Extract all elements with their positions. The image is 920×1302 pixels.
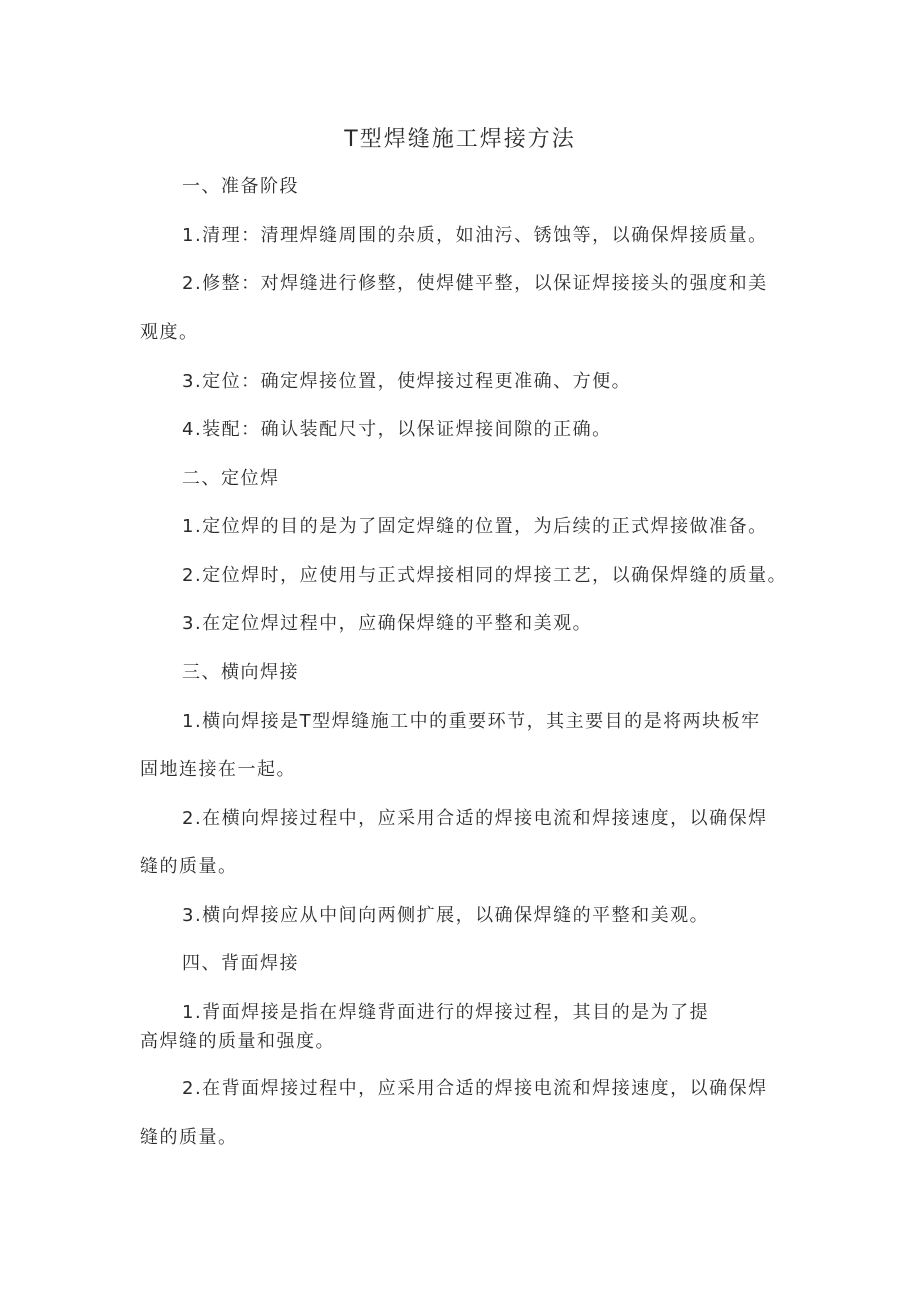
paragraph-back-current-continued: 缝的质量。 — [140, 1127, 238, 1148]
paragraph-back-current: 2.在背面焊接过程中，应采用合适的焊接电流和焊接速度，以确保焊 — [182, 1078, 768, 1099]
paragraph-horizontal-direction: 3.横向焊接应从中间向两侧扩展，以确保焊缝的平整和美观。 — [182, 905, 710, 926]
paragraph-tack-quality: 3.在定位焊过程中，应确保焊缝的平整和美观。 — [182, 613, 593, 634]
paragraph-tack-purpose: 1.定位焊的目的是为了固定焊缝的位置，为后续的正式焊接做准备。 — [182, 516, 768, 537]
section-heading-back-welding: 四、背面焊接 — [182, 953, 299, 974]
section-heading-tack-welding: 二、定位焊 — [182, 468, 280, 489]
paragraph-back-purpose-continued: 高焊缝的质量和强度。 — [140, 1031, 335, 1052]
document-title: T型焊缝施工焊接方法 — [344, 127, 576, 152]
paragraph-horizontal-current: 2.在横向焊接过程中，应采用合适的焊接电流和焊接速度，以确保焊 — [182, 808, 768, 829]
paragraph-assembly: 4.装配：确认装配尺寸，以保证焊接间隙的正确。 — [182, 419, 612, 440]
paragraph-cleaning: 1.清理：清理焊缝周围的杂质，如油污、锈蚀等，以确保焊接质量。 — [182, 225, 768, 246]
paragraph-trimming-continued: 观度。 — [140, 322, 199, 343]
paragraph-tack-process: 2.定位焊时，应使用与正式焊接相同的焊接工艺，以确保焊缝的质量。 — [182, 565, 788, 586]
paragraph-positioning: 3.定位：确定焊接位置，使焊接过程更准确、方便。 — [182, 371, 632, 392]
paragraph-trimming: 2.修整：对焊缝进行修整，使焊健平整，以保证焊接接头的强度和美 — [182, 273, 768, 294]
paragraph-back-purpose: 1.背面焊接是指在焊缝背面进行的焊接过程，其目的是为了提 — [182, 1002, 710, 1023]
section-heading-preparation: 一、准备阶段 — [182, 176, 299, 197]
paragraph-horizontal-purpose: 1.横向焊接是T型焊缝施工中的重要环节，其主要目的是将两块板牢 — [182, 711, 761, 732]
paragraph-horizontal-current-continued: 缝的质量。 — [140, 856, 238, 877]
section-heading-horizontal-welding: 三、横向焊接 — [182, 662, 299, 683]
paragraph-horizontal-purpose-continued: 固地连接在一起。 — [140, 759, 296, 780]
